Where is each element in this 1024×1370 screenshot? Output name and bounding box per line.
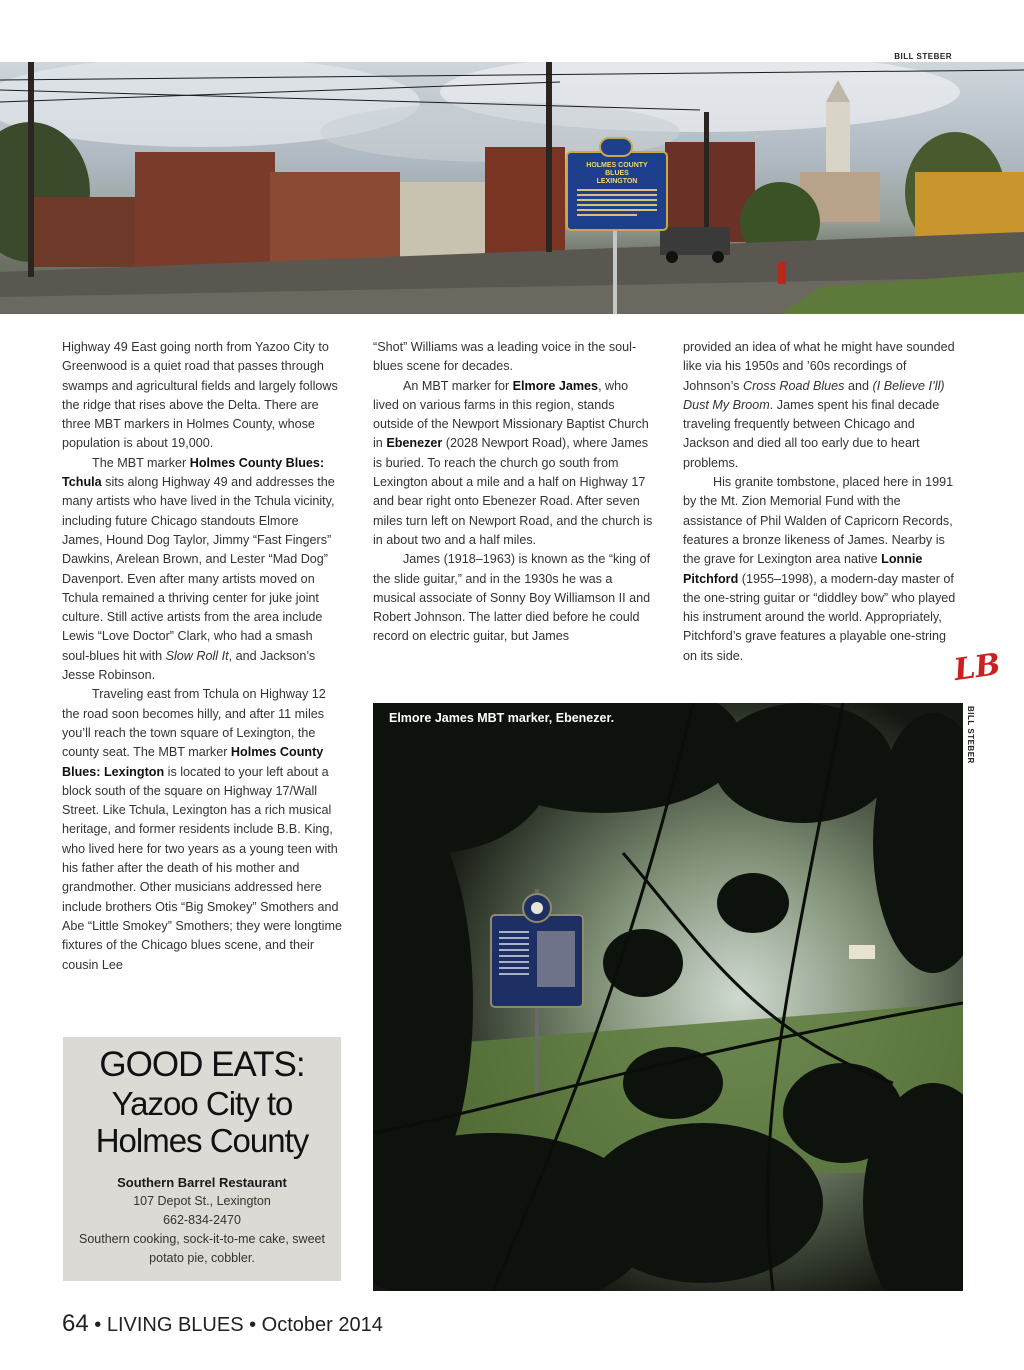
article-column-1 [62,338,342,975]
end-mark-logo: LB [951,646,1003,689]
page-number: 64 [62,1310,89,1337]
article-column-3 [683,338,963,666]
restaurant-description: Southern cooking, sock-it-to-me cake, sweet potato pie, cobbler. [79,1232,325,1265]
good-eats-title: GOOD EATS: [99,1045,305,1084]
article-paragraph: “Shot” Williams was a leading voice in the soul-blues scene for decades. [373,340,637,374]
article-paragraph: The MBT marker Holmes County Blues: Tchula sits along Highway 49 and addresses the many artists who have lived in the Tchula vicinity, including future Chicago standouts Elmore James, Hound Dog Taylor, Jimmy “Fast Fingers” Dawkins, Arelean Brown, and Lester “Mad Dog” Davenport. Even after many artists moved on Tchula remained a thriving center for juke joint culture. Still active artists from the area include Lewis “Love Doctor” Clark, who had a smash soul-blues hit with Slow Roll It, and Jackson’s Jesse Robinson. [62,455,335,683]
article-paragraph: Traveling east from Tchula on Highway 12 the road soon becomes hilly, and after 11 miles you’ll reach the town square of Lexington, the county seat. The MBT marker Holmes County Blues: Lexington is located to your left about a block south of the square on Highway 17/Wall Street. Like Tchula, Lexington has a rich musical heritage, and former residents include B.B. King, who lived here for two years as a young teen with his father after the death of his mother and grandmother. Other musicians addressed here include brothers Otis “Big Smokey” Smothers and Abe “Little Smokey” Smothers; they were longtime fixtures of the Chicago blues scene, and their cousin Lee [62,687,342,972]
restaurant-phone: 662-834-2470 [163,1213,241,1227]
article-column-2 [373,338,653,647]
restaurant-address: 107 Depot St., Lexington [133,1194,271,1208]
good-eats-sidebar [63,1037,341,1281]
bottom-photo [373,703,963,1291]
footer-text: • LIVING BLUES • October 2014 [94,1314,383,1336]
sign-text: HOLMES COUNTY [586,162,648,169]
article-paragraph: An MBT marker for Elmore James, who lived on various farms in this region, stands outside of the Newport Missionary Baptist Church in Ebenezer (2028 Newport Road), where James is buried. To reach the church go south from Lexington about a mile and a half on Highway 17 and bear right onto Ebenezer Road. After seven miles turn left on Newport Road, and the church is in about two and a half miles. [373,378,653,547]
photo-caption: Elmore James MBT marker, Ebenezer. [389,711,615,725]
photo-credit: BILL STEBER [966,706,975,764]
article-paragraph: His granite tombstone, placed here in 1991 by the Mt. Zion Memorial Fund with the assistance of Phil Walden of Capricorn Records, features a bronze likeness of James. Nearby is the grave for Lexington area native Lonnie Pitchford (1955–1998), a modern-day master of the one-string guitar or “diddley bow” who played his instrument around the world. Appropriately, Pitchford’s grave features a playable one-string on its side. [683,475,956,663]
sign-text: LEXINGTON [596,178,638,185]
page-footer [62,1310,383,1338]
top-photo [0,62,1024,314]
article-paragraph: James (1918–1963) is known as the “king of the slide guitar,” and in the 1930s he was a musical associate of Sonny Boy Williamson II and Robert Johnson. The latter died before he could record on electric guitar, but James [373,552,651,644]
photo-credit: BILL STEBER [894,52,952,61]
sign-text: BLUES [605,170,629,177]
article-paragraph: provided an idea of what he might have sounded like via his 1950s and ’60s recordings of Johnson’s Cross Road Blues and (I Believe I’ll) Dust My Broom. James spent his final decade traveling frequently between Chicago and Jackson and died all too early due to heart problems. [683,340,955,470]
restaurant-name: Southern Barrel Restaurant [117,1175,287,1190]
article-paragraph: Highway 49 East going north from Yazoo City to Greenwood is a quiet road that passes through swamps and agricultural fields and largely follows the ridge that rises above the Delta. There are three MBT markers in Holmes County, whose population is about 19,000. [62,340,338,451]
good-eats-subtitle: Yazoo City to Holmes County [95,1085,309,1159]
